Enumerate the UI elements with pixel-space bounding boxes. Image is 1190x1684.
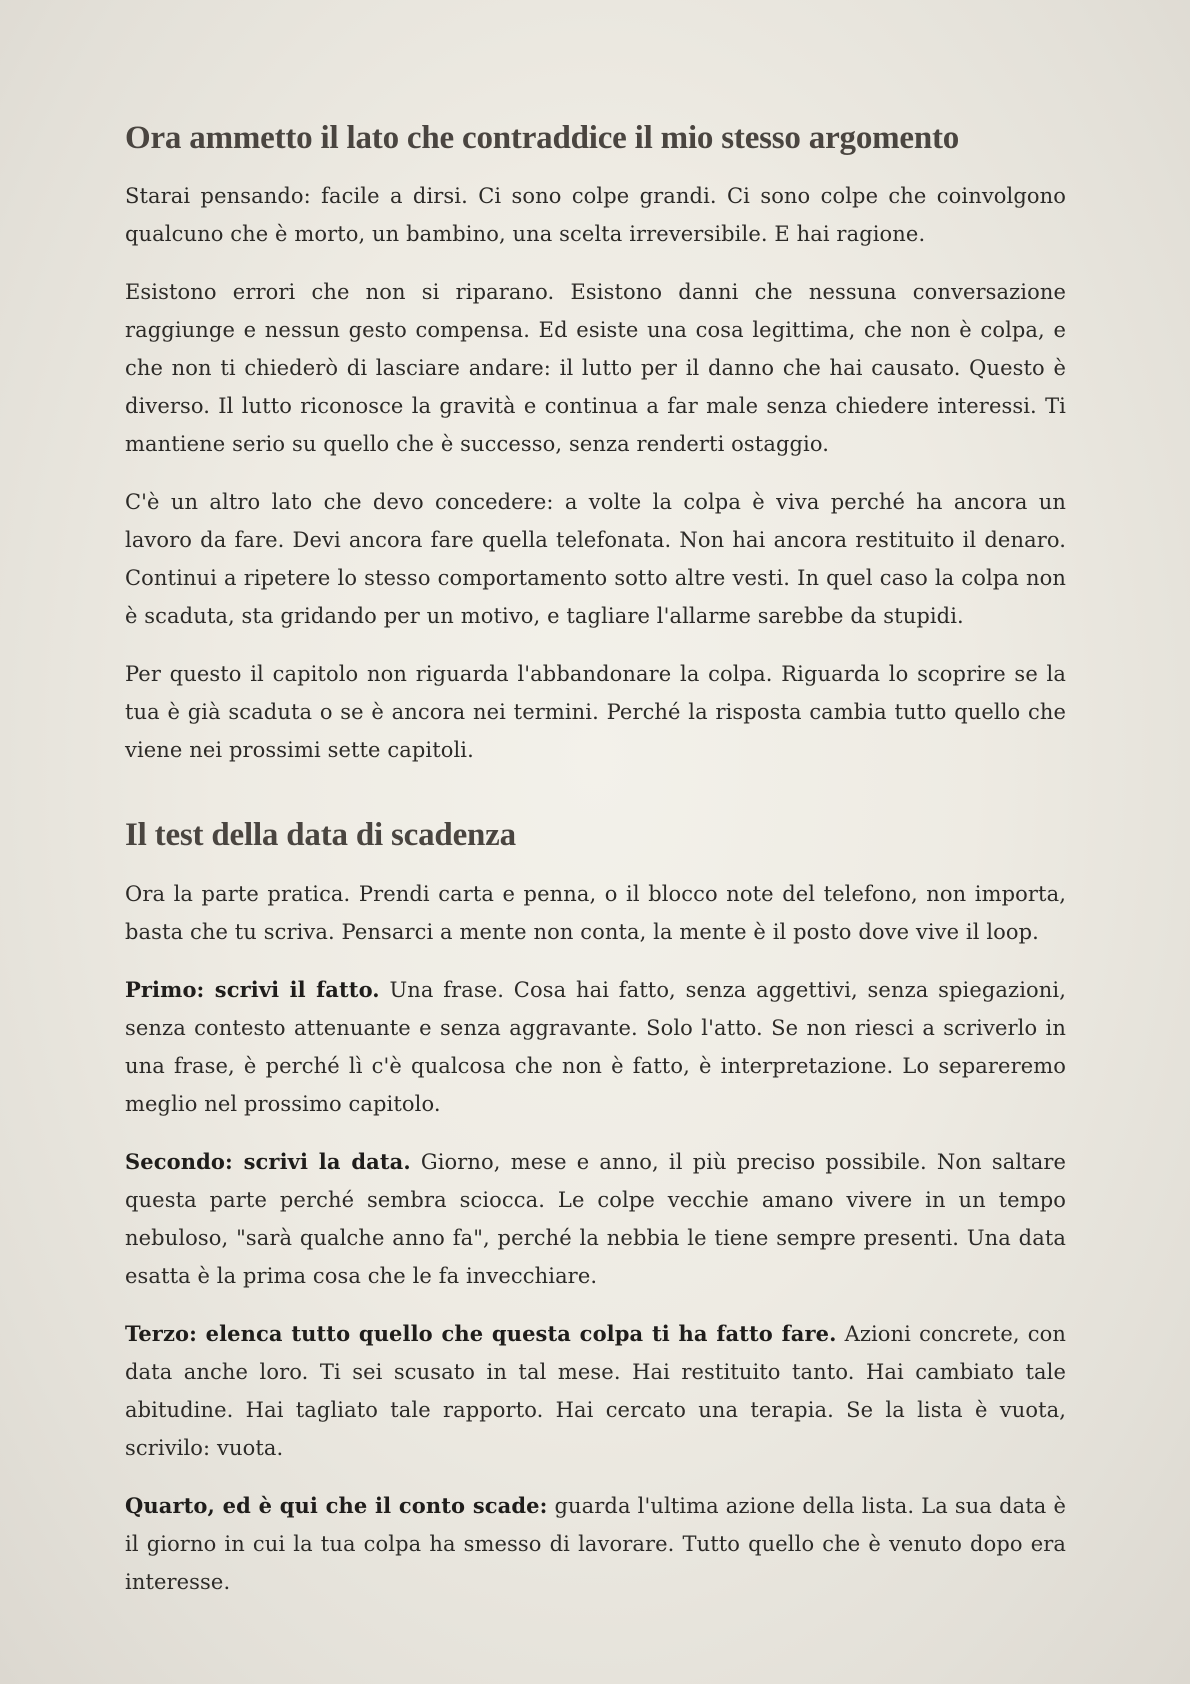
section-heading-contradiction: Ora ammetto il lato che contraddice il mio stesso argomento	[125, 120, 960, 156]
step-paragraph-second	[125, 1143, 1066, 1295]
paragraph-text: C'è un altro lato che devo concedere: a volte la colpa è viva perché ha ancora un lavoro da fare. Devi ancora fare quella telefonata. Non hai ancora restituito il denaro. Continui a ripetere lo stesso comportamento sotto altre vesti. In quel caso la colpa non è scaduta, sta gridando per un motivo, e tagliare l'allarme sarebbe da stupidi.	[125, 490, 1066, 629]
step-lead: Primo: scrivi il fatto.	[125, 976, 380, 1002]
section-heading-expiry-test: Il test della data di scadenza	[125, 817, 516, 854]
paragraph-text: Starai pensando: facile a dirsi. Ci sono colpe grandi. Ci sono colpe che coinvolgono qualcuno che è morto, un bambino, una scelta irreversibile. E hai ragione.	[125, 184, 1066, 247]
paragraph-text: Ora la parte pratica. Prendi carta e penna, o il blocco note del telefono, non importa, basta che tu scriva. Pensarci a mente non conta, la mente è il posto dove vive il loop.	[125, 881, 1066, 944]
paragraph-text: Per questo il capitolo non riguarda l'abbandonare la colpa. Riguarda lo scoprire se la tua è già scaduta o se è ancora nei termini. Perché la risposta cambia tutto quello che viene nei prossimi sette capitoli.	[125, 662, 1066, 763]
document-page	[125, 118, 1066, 1621]
paragraph-text: Giorno, mese e anno, il più preciso possibile. Non saltare questa parte perché sembra sciocca. Le colpe vecchie amano vivere in un tempo nebuloso, "sarà qualche anno fa", perché la nebbia le tiene sempre presenti. Una data esatta è la prima cosa che le fa invecchiare.	[125, 1149, 1066, 1288]
paragraph-text: Una frase. Cosa hai fatto, senza aggettivi, senza spiegazioni, senza contesto attenuante e senza aggravante. Solo l'atto. Se non riesci a scriverlo in una frase, è perché lì c'è qualcosa che non è fatto, è interpretazione. Lo separeremo meglio nel prossimo capitolo.	[125, 977, 1066, 1116]
step-lead: Terzo: elenca tutto quello che questa colpa ti ha fatto fare.	[125, 1320, 837, 1346]
body-paragraph	[125, 875, 1066, 951]
paragraph-text: Azioni concrete, con data anche loro. Ti sei scusato in tal mese. Hai restituito tanto. Hai cambiato tale abitudine. Hai tagliato tale rapporto. Hai cercato una terapia. Se la lista è vuota, scrivilo: vuota.	[125, 1321, 1066, 1460]
body-paragraph	[125, 655, 1066, 769]
step-paragraph-first	[125, 971, 1066, 1123]
paragraph-text: Esistono errori che non si riparano. Esistono danni che nessuna conversazione raggiunge e nessun gesto compensa. Ed esiste una cosa legittima, che non è colpa, e che non ti chiederò di lasciare andare: il lutto per il danno che hai causato. Questo è diverso. Il lutto riconosce la gravità e continua a far male senza chiedere interessi. Ti mantiene serio su quello che è successo, senza renderti ostaggio.	[125, 280, 1066, 457]
body-paragraph	[125, 177, 1066, 253]
step-paragraph-third	[125, 1315, 1066, 1467]
step-lead: Quarto, ed è qui che il conto scade:	[125, 1492, 548, 1518]
body-paragraph	[125, 483, 1066, 635]
step-paragraph-fourth	[125, 1487, 1066, 1601]
paragraph-text: guarda l'ultima azione della lista. La sua data è il giorno in cui la tua colpa ha smesso di lavorare. Tutto quello che è venuto dopo era interesse.	[125, 1493, 1066, 1594]
step-lead: Secondo: scrivi la data.	[125, 1148, 411, 1174]
body-paragraph	[125, 273, 1066, 463]
